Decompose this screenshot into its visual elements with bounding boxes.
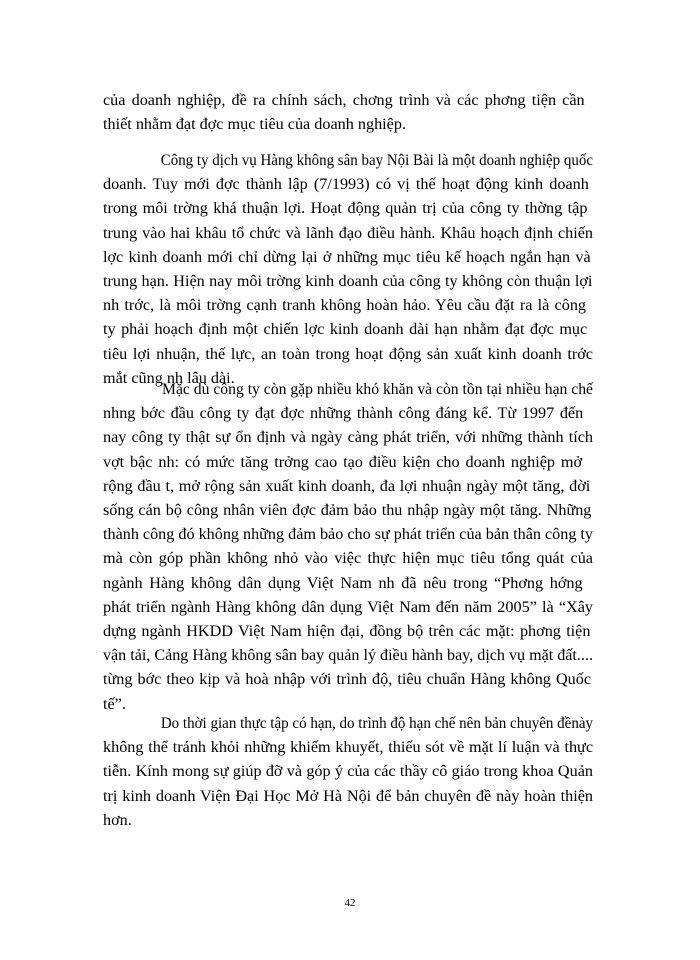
text-line: trung hạn. Hiện nay môi trờng kinh doanh của công ty không còn thuận lợi — [103, 272, 593, 291]
text-line: vận tải, Cảng Hàng không sân bay quản lý điều hành bay, dịch vụ mặt đất.... — [103, 646, 593, 665]
text-line: Công ty dịch vụ Hàng không sân bay Nội Bài là một doanh nghiệp quốc — [160, 151, 593, 169]
text-line: Mặc dù công ty còn gặp nhiều khó khăn và còn tồn tại nhiều hạn chế — [162, 380, 593, 398]
text-line: tế”. — [103, 694, 126, 713]
text-line: sống cán bộ công nhân viên đợc đảm bảo thu nhập ngày một tăng. Những — [103, 501, 592, 520]
text-line: của doanh nghiệp, đề ra chính sách, chơng trình và các phơng tiện cần — [103, 91, 585, 109]
text-line: thiết nhằm đạt đợc mục tiêu của doanh nghiệp. — [103, 115, 406, 134]
text-line: phát triển ngành Hàng không dân dụng Việt Nam đến năm 2005” là “Xây — [103, 597, 593, 616]
text-line: ngành Hàng không dân dụng Việt Nam nh đã nêu trong “Phơng hớng — [103, 573, 583, 592]
text-line: hơn. — [103, 810, 132, 829]
paragraph — [103, 711, 593, 832]
text-line: nay công ty thật sự ổn định và ngày càng phát triển, với những thành tích — [103, 428, 593, 447]
text-line: ty phải hoạch định một chiến lợc kinh doanh dài hạn nhằm đạt đợc mục — [103, 320, 588, 339]
paragraph — [103, 148, 593, 390]
text-line: từng bớc theo kịp và hoà nhập với trình độ, tiêu chuẩn Hàng không Quốc — [103, 670, 592, 689]
paragraph — [103, 88, 593, 136]
text-line: tiêu lợi nhuận, thế lực, an toàn trong hoạt động sản xuất kinh doanh trớc — [103, 344, 593, 363]
text-line: tiễn. Kính mong sự giúp đỡ và góp ý của các thầy cô giáo trong khoa Quản — [103, 762, 593, 781]
text-line: doanh. Tuy mới đợc thành lập (7/1993) có vị thế hoạt động kinh doanh — [103, 175, 589, 194]
text-line: trong môi trờng khá thuận lợi. Hoạt động quản trị của công ty thờng tập — [103, 199, 588, 218]
page-number: 42 — [344, 897, 356, 909]
paragraph — [103, 377, 593, 716]
text-line: nh trớc, là môi trờng cạnh tranh không hoàn hảo. Yêu cầu đặt ra là công — [103, 296, 587, 315]
text-line: không thể tránh khỏi những khiếm khuyết, thiếu sót về mặt lí luận và thực — [103, 738, 593, 757]
text-line: trung vào hai khâu tổ chức và lãnh đạo điều hành. Khâu hoạch định chiến — [103, 223, 593, 242]
text-line: lợc kinh doanh mới chỉ dừng lại ở những mục tiêu kế hoạch ngắn hạn và — [103, 247, 591, 266]
text-line: mà còn góp phần không nhỏ vào việc thực hiện mục tiêu tổng quát của — [103, 549, 593, 568]
text-line: trị kinh doanh Viện Đại Học Mở Hà Nội để bản chuyên đề này hoàn thiện — [103, 786, 593, 805]
text-line: nhng bớc đầu công ty đạt đợc những thành công đáng kể. Từ 1997 đến — [103, 404, 584, 423]
text-line: Do thời gian thực tập có hạn, do trình độ hạn chế nên bản chuyên đềnày — [160, 714, 594, 732]
text-line: mắt cũng nh lâu dài. — [103, 368, 235, 387]
text-line: rộng đầu t, mở rộng sản xuất kinh doanh, đa lợi nhuận ngày một tăng, đời — [103, 476, 591, 495]
text-line: dựng ngành HKDD Việt Nam hiện đại, đồng bộ trên các mặt: phơng tiện — [103, 622, 591, 641]
text-line: vợt bậc nh: có mức tăng trởng cao tạo điều kiện cho doanh nghiệp mở — [103, 452, 583, 471]
text-line: thành công đó không những đảm bảo cho sự phát triển của bản thân công ty — [103, 525, 593, 544]
